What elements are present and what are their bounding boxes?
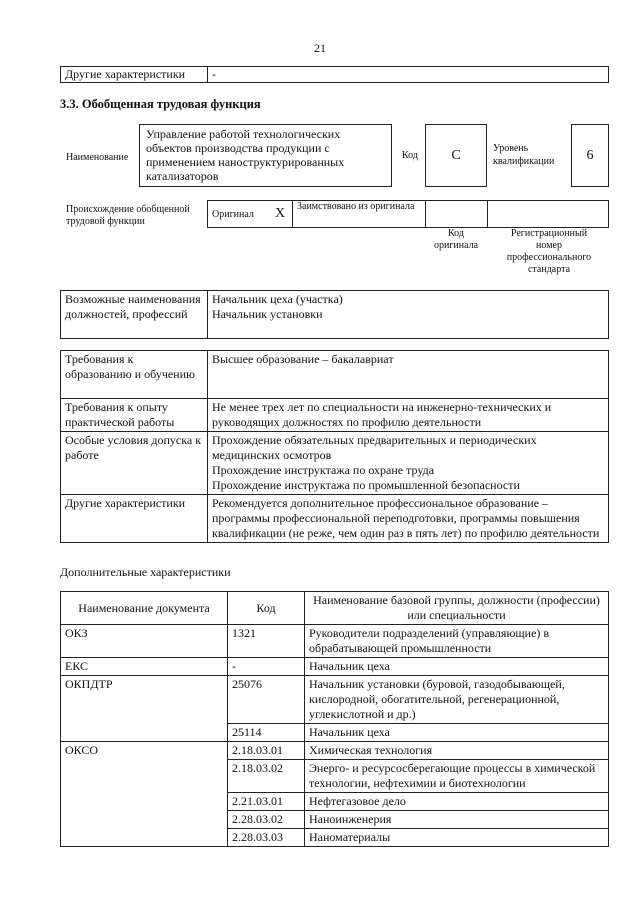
- requirement-line: Рекомендуется дополнительное профессиональное образование – программы профессиональной переподготовки, программы повышения квалификации (не реже, чем один раз в пять лет) по профилю деятельности: [212, 496, 600, 540]
- origin-divider: [487, 200, 488, 228]
- other-characteristics-label: Другие характеристики: [61, 67, 208, 83]
- function-code-box: C: [425, 124, 487, 187]
- requirement-value: [208, 495, 609, 543]
- top-characteristics-table: [60, 66, 609, 83]
- row-name: Энерго- и ресурсосберегающие процессы в химической технологии, нефтехимии и биотехнологии: [305, 760, 609, 793]
- origin-label: Происхождение обобщенной трудовой функции: [66, 204, 190, 227]
- name-label: Наименование: [66, 152, 129, 163]
- borrowed-label: Заимствовано из оригинала: [297, 201, 415, 212]
- row-doc: ОКЗ: [61, 625, 228, 658]
- origin-divider: [425, 200, 426, 228]
- code-label: Код: [402, 150, 418, 161]
- table-header-row: [61, 592, 609, 625]
- additional-table: [60, 591, 609, 847]
- additional-title: Дополнительные характеристики: [60, 565, 231, 579]
- requirement-label: Требования к образованию и обучению: [61, 351, 208, 399]
- requirement-label: Особые условия допуска к работе: [61, 432, 208, 495]
- original-label: Оригинал: [212, 209, 254, 220]
- position-item: Начальник установки: [212, 307, 323, 321]
- row-name: Химическая технология: [305, 742, 609, 760]
- requirement-value: [208, 432, 609, 495]
- row-code: 2.28.03.03: [228, 829, 305, 847]
- code-original-caption: Код оригинала: [433, 228, 479, 251]
- row-code: 2.28.03.02: [228, 811, 305, 829]
- requirement-row: [61, 432, 609, 495]
- row-code: 25114: [228, 724, 305, 742]
- header-code: Код: [228, 592, 305, 625]
- table-row: [61, 742, 609, 760]
- table-row: [61, 676, 609, 724]
- row-code: 2.18.03.01: [228, 742, 305, 760]
- row-name: Нефтегазовое дело: [305, 793, 609, 811]
- row-doc: ОКПДТР: [61, 676, 228, 742]
- row-name: Начальник установки (буровой, газодобывающей, кислородной, обогатительной, регенерационной, углекислотной и др.): [305, 676, 609, 724]
- requirement-line: Прохождение инструктажа по охране труда: [212, 463, 435, 477]
- positions-value: [208, 291, 609, 339]
- row-doc: ОКСО: [61, 742, 228, 847]
- page-number: 21: [314, 41, 326, 55]
- requirement-value: [208, 399, 609, 432]
- function-name-box: Управление работой технологических объектов производства продукции с применением наноструктурированных катализаторов: [139, 124, 392, 187]
- origin-divider: [292, 200, 293, 228]
- row-code: 1321: [228, 625, 305, 658]
- row-code: 25076: [228, 676, 305, 724]
- requirement-value: [208, 351, 609, 399]
- requirement-row: [61, 399, 609, 432]
- requirement-line: Прохождение инструктажа по промышленной безопасности: [212, 478, 520, 492]
- positions-table: [60, 290, 609, 339]
- header-name: Наименование базовой группы, должности (профессии) или специальности: [305, 592, 609, 625]
- row-code: 2.18.03.02: [228, 760, 305, 793]
- row-name: Начальник цеха: [305, 658, 609, 676]
- original-mark: X: [275, 206, 286, 221]
- row-name: Руководители подразделений (управляющие) в обрабатывающей промышленности: [305, 625, 609, 658]
- position-item: Начальник цеха (участка): [212, 292, 343, 306]
- requirement-row: [61, 351, 609, 399]
- requirement-label: Требования к опыту практической работы: [61, 399, 208, 432]
- qualification-level-box: 6: [571, 124, 609, 187]
- requirement-line: Не менее трех лет по специальности на инженерно-технических и руководящих должностях по профилю деятельности: [212, 400, 552, 429]
- section-heading: 3.3. Обобщенная трудовая функция: [60, 97, 261, 111]
- row-code: -: [228, 658, 305, 676]
- requirement-line: Прохождение обязательных предварительных и периодических медицинских осмотров: [212, 433, 537, 462]
- reg-number-caption: Регистрационный номер профессионального стандарта: [506, 228, 592, 275]
- row-doc: ЕКС: [61, 658, 228, 676]
- row-code: 2.21.03.01: [228, 793, 305, 811]
- row-name: Наноинженерия: [305, 811, 609, 829]
- qualification-level-label: Уровень квалификации: [493, 143, 555, 167]
- row-name: Наноматериалы: [305, 829, 609, 847]
- other-characteristics-value: -: [208, 67, 609, 83]
- requirements-table: [60, 350, 609, 543]
- requirement-row: [61, 495, 609, 543]
- requirement-line: Высшее образование – бакалавриат: [212, 352, 394, 366]
- row-name: Начальник цеха: [305, 724, 609, 742]
- positions-label: Возможные наименования должностей, профессий: [61, 291, 208, 339]
- requirement-label: Другие характеристики: [61, 495, 208, 543]
- header-doc: Наименование документа: [61, 592, 228, 625]
- table-row: [61, 625, 609, 658]
- table-row: [61, 658, 609, 676]
